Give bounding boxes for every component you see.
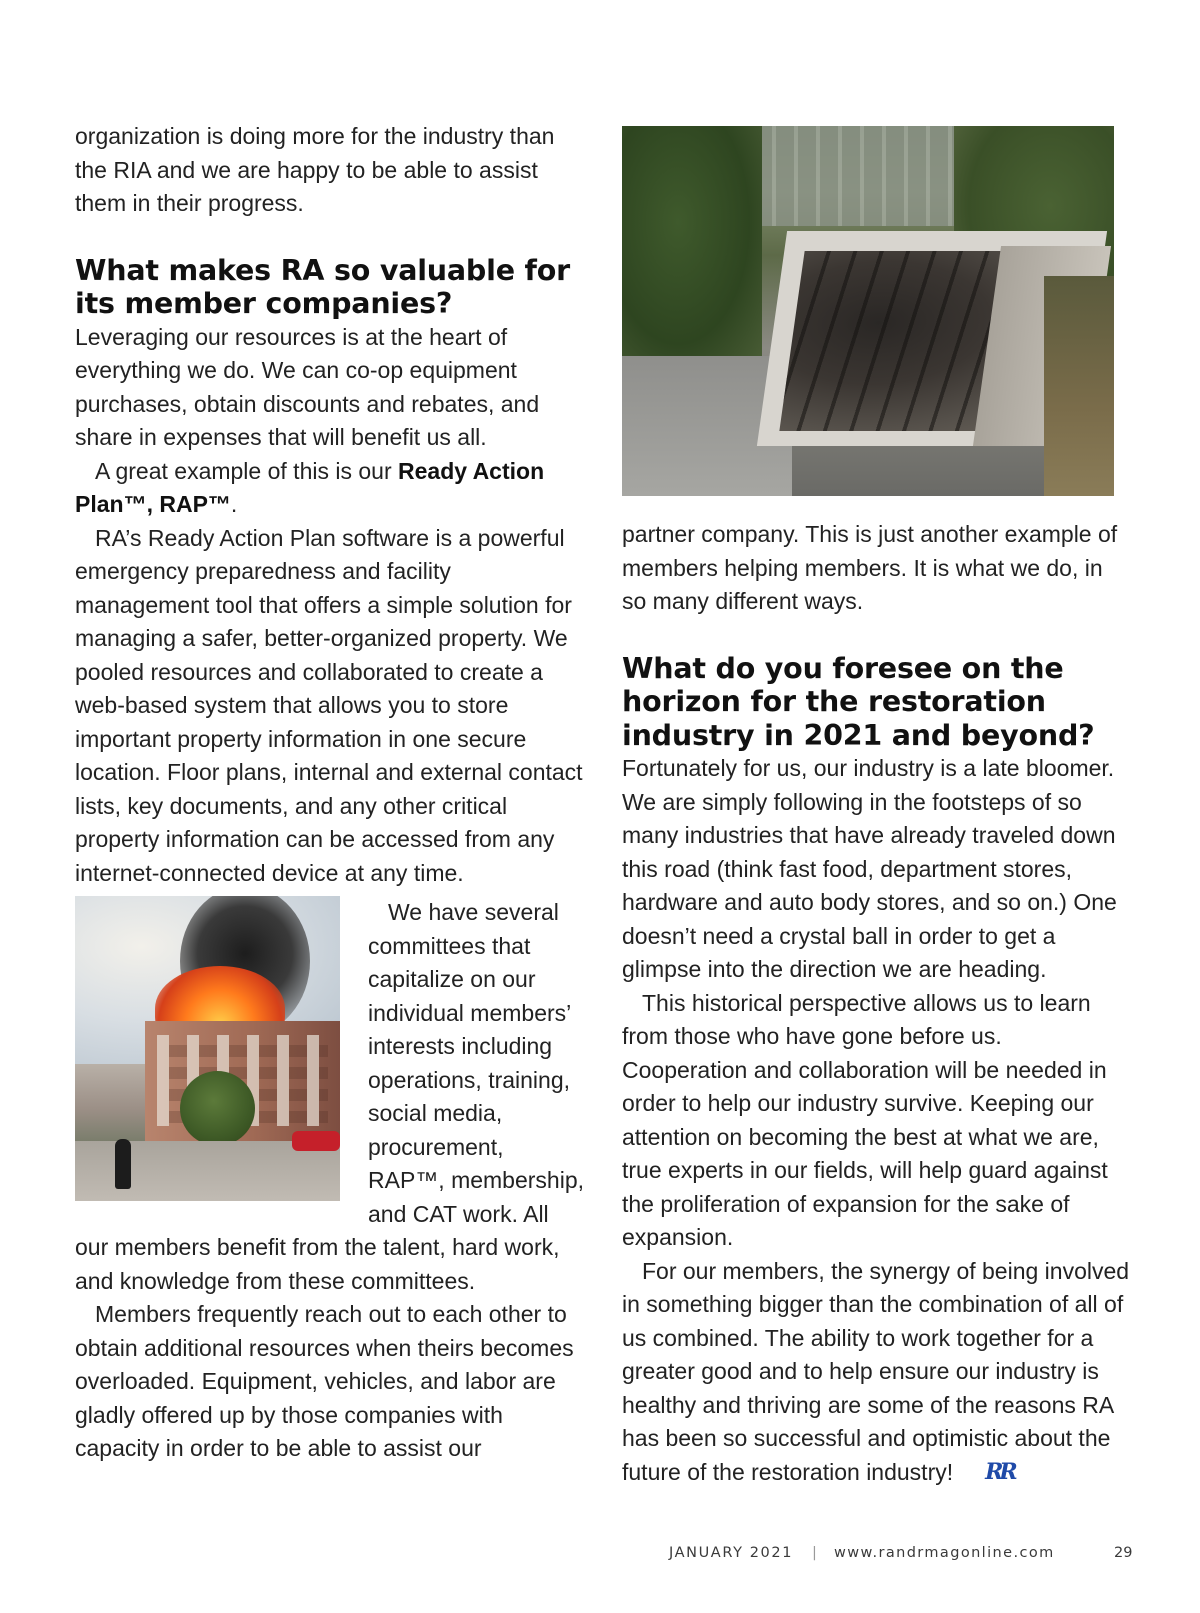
body-paragraph [622, 1255, 1132, 1490]
building-fire-photo [75, 896, 340, 1201]
section-heading: What do you foresee on the horizon for the restoration industry in 2021 and beyond? [622, 651, 1095, 752]
body-paragraph: This historical perspective allows us to learn from those who have gone before us. Cooperation and collaboration will be needed in order to help our industry survive. Keeping our attention on becoming the best at what we are, true experts in our fields, will help guard against the proliferation of expansion for the sake of expansion. [622, 989, 1108, 1250]
bold-product-name: Ready Action Plan™, RAP™ [75, 457, 545, 517]
photo-hillside [1044, 276, 1114, 496]
body-paragraph: organization is doing more for the industry than the RIA and we are happy to be able to assist them in their progress. [75, 123, 555, 216]
aerial-burned-building-photo [622, 126, 1114, 496]
photo-car [292, 1131, 340, 1151]
body-paragraph: partner company. This is just another example of members helping members. It is what we do, in so many different ways. [622, 521, 1118, 614]
issue-date: JANUARY 2021 [669, 1545, 794, 1561]
section-heading: What makes RA so valuable for its member companies? [75, 253, 570, 320]
photo-wrap-block [75, 896, 585, 1298]
page-number: 29 [1114, 1545, 1133, 1561]
body-paragraph: Fortunately for us, our industry is a late bloomer. We are simply following in the footsteps of so many industries that have already traveled down this road (think fast food, department stores, hardware and auto body stores, and so on.) One doesn’t need a crystal ball in order to get a glimpse into the direction we are heading. [622, 755, 1117, 982]
footer-separator: | [812, 1545, 817, 1561]
page-footer [0, 1545, 1200, 1569]
body-paragraph [75, 455, 585, 522]
body-paragraph: Members frequently reach out to each other to obtain additional resources when theirs becomes overloaded. Equipment, vehicles, and labor are gladly offered up by those companies with capacity in order to be able to assist our [75, 1301, 574, 1461]
photo-tree [180, 1071, 255, 1146]
inline-text: . [230, 491, 238, 517]
right-column [622, 120, 1132, 1489]
body-paragraph: Leveraging our resources is at the heart of everything we do. We can co-op equipment purchases, obtain discounts and rebates, and share in expenses that will benefit us all. [75, 323, 540, 450]
photo-person [115, 1139, 131, 1189]
inline-text: For our members, the synergy of being involved in something bigger than the combination of all of us combined. The ability to work together for a greater good and to help ensure our industry is healthy and thriving are some of the reasons RA has been so successful and optimistic about the future of the restoration industry! [622, 1257, 1130, 1485]
body-paragraph: RA’s Ready Action Plan software is a powerful emergency preparedness and facility management tool that offers a simple solution for managing a safer, better-organized property. We pooled resources and collaborated to create a web-based system that allows you to store important property information in one secure location. Floor plans, internal and external contact lists, key documents, and any other critical property information can be accessed from any internet-connected device at any time. [75, 524, 583, 886]
end-mark-logo: RR [985, 1458, 1014, 1485]
left-column [75, 120, 585, 1466]
body-paragraph: We have several committees that capitalize on our individual members’ interests including operations, training, social media, procurement, RAP™, membership, and CAT work. All our members benefit from the talent, hard work, and knowledge from these committees. [75, 899, 585, 1294]
photo-trees [622, 126, 762, 366]
inline-text: A great example of this is our [95, 457, 398, 484]
website-url: www.randrmagonline.com [834, 1545, 1055, 1561]
